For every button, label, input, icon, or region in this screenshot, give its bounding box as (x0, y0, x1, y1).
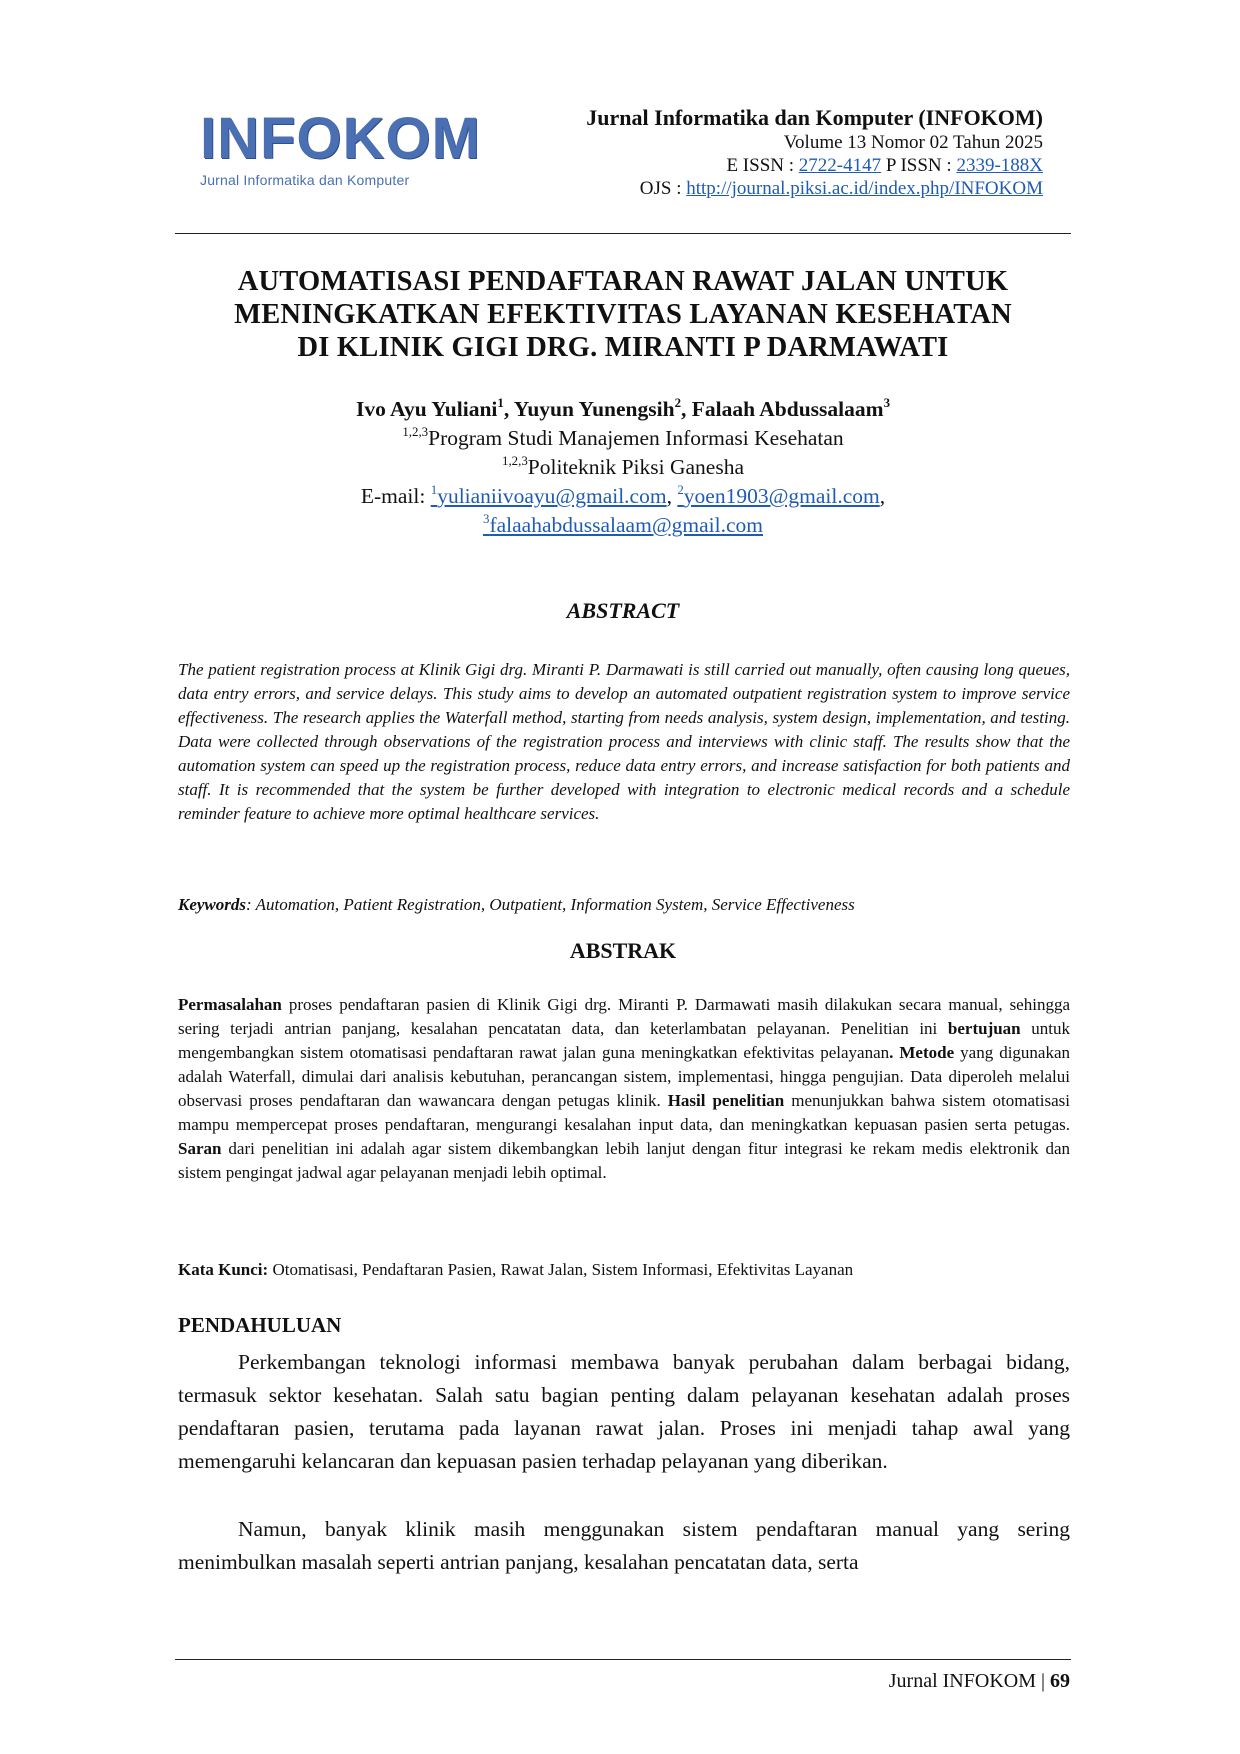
affil-text: Politeknik Piksi Ganesha (527, 455, 744, 479)
author-names (175, 395, 1071, 424)
affiliation-program (175, 424, 1071, 453)
author-sup: 2 (674, 395, 682, 410)
page-footer (889, 1670, 1070, 1693)
email-sup: 1 (430, 482, 438, 497)
email-link[interactable] (677, 484, 879, 508)
separator: , (681, 397, 692, 421)
p-issn-link[interactable]: 2339-188X (956, 155, 1043, 176)
affil-text: Program Studi Manajemen Informasi Kesehatan (428, 426, 844, 450)
p-issn-label: P ISSN : (881, 155, 957, 176)
journal-volume: Volume 13 Nomor 02 Tahun 2025 (783, 132, 1043, 153)
kata-kunci-text: Otomatisasi, Pendaftaran Pasien, Rawat Jalan, Sistem Informasi, Efektivitas Layanan (268, 1260, 854, 1279)
logo-tagline: Jurnal Informatika dan Komputer (200, 172, 410, 188)
author-name: Yuyun Yunengsih (513, 397, 675, 421)
keywords-text: : Automation, Patient Registration, Outpatient, Information System, Service Effectiveness (246, 895, 855, 914)
author-sup: 1 (497, 395, 504, 410)
footer-journal: Jurnal INFOKOM (888, 1670, 1036, 1692)
email-line (175, 482, 1071, 511)
email-sup: 2 (677, 482, 684, 497)
abstract-text: The patient registration process at Klinik Gigi drg. Miranti P. Darmawati is still carried out manually, often causing long queues, data entry errors, and service delays. This study aims to develop an automated outpatient registration system to improve service effectiveness. The research applies the Waterfall method, starting from needs analysis, system design, implementation, and testing. Data were collected through observations of the registration process and interviews with clinic staff. The results show that the automation system can speed up the registration process, reduce data entry errors, and increase satisfaction for both patients and staff. It is recommended that the system be further developed with integration to electronic medical records and a schedule reminder feature to achieve more optimal healthcare services. (178, 660, 1070, 823)
affil-sup: 1,2,3 (402, 424, 429, 439)
affil-sup: 1,2,3 (502, 453, 528, 468)
journal-title: Jurnal Informatika dan Komputer (INFOKOM) (586, 105, 1043, 130)
title-line: AUTOMATISASI PENDAFTARAN RAWAT JALAN UNTUK (237, 266, 1009, 297)
ojs-line (586, 177, 1043, 200)
abstrak-bold: Saran (178, 1139, 222, 1158)
issn-line (586, 154, 1043, 177)
abstrak-run: dari penelitian ini adalah agar sistem dikembangkan lebih lanjut dengan fitur integrasi ke rekam medis elektronik dan sistem pengingat jadwal agar pelayanan menjadi lebih optimal. (178, 1139, 1070, 1182)
abstrak-bold: . Metode (889, 1043, 955, 1062)
author-name: Ivo Ayu Yuliani (355, 397, 498, 421)
abstrak-run: proses pendaftaran pasien di Klinik Gigi drg. Miranti P. Darmawati masih dilakukan secara manual, sehingga sering terjadi antrian panjang, kesalahan pencatatan data, dan keterlambatan pelayanan. Penelitian ini (178, 995, 1070, 1038)
author-sup: 3 (883, 395, 891, 410)
email-line (175, 511, 1071, 540)
journal-logo (200, 106, 481, 202)
kata-kunci-label: Kata Kunci: (178, 1260, 269, 1279)
abstrak-bold: bertujuan (947, 1019, 1021, 1038)
abstrak-bold: Permasalahan (178, 995, 282, 1014)
email-link[interactable] (431, 484, 667, 508)
paper-title (175, 265, 1071, 364)
email-sup: 3 (483, 511, 490, 526)
section-heading: PENDAHULUAN (178, 1313, 342, 1337)
e-issn-link[interactable]: 2722-4147 (798, 155, 882, 176)
abstrak-text (178, 993, 1070, 1185)
abstract-heading: ABSTRACT (566, 598, 680, 623)
kata-kunci-line (178, 1258, 1070, 1282)
email-text: yoen1903@gmail.com (683, 484, 880, 508)
email-text: yulianiivoayu@gmail.com (437, 484, 667, 508)
logo-wordmark: INFOKOM (200, 106, 481, 171)
separator: , (503, 397, 514, 421)
email-link[interactable] (483, 513, 763, 537)
journal-info (586, 104, 1043, 200)
abstrak-run: yang digunakan adalah Waterfall, dimulai dari analisis kebutuhan, perancangan sistem, implementasi, hingga pengujian. Data diperoleh melalui observasi proses pendaftaran dan wawancara dengan petugas klinik. (178, 1043, 1071, 1110)
footer-rule (175, 1659, 1071, 1660)
page-number: 69 (1050, 1670, 1070, 1692)
ojs-link[interactable]: http://journal.piksi.ac.id/index.php/INFOKOM (686, 178, 1043, 199)
ojs-label: OJS : (639, 178, 687, 199)
title-line: MENINGKATKAN EFEKTIVITAS LAYANAN KESEHATAN (234, 299, 1012, 330)
keywords-line (178, 893, 1070, 917)
title-line: DI KLINIK GIGI DRG. MIRANTI P DARMAWATI (297, 332, 949, 363)
separator: , (666, 484, 678, 508)
footer-separator: | (1035, 1670, 1050, 1692)
header-rule (175, 233, 1071, 234)
email-label: E-mail: (360, 484, 431, 508)
e-issn-label: E ISSN : (726, 155, 799, 176)
abstrak-run: untuk mengembangkan sistem otomatisasi pendaftaran rawat jalan guna meningkatkan efektivitas pelayanan (178, 1019, 1070, 1062)
email-text: falaahabdussalaam@gmail.com (489, 513, 763, 537)
body-paragraph: Perkembangan teknologi informasi membawa banyak perubahan dalam berbagai bidang, termasuk sektor kesehatan. Salah satu bagian penting dalam pelayanan kesehatan adalah proses pendaftaran pasien, terutama pada layanan rawat jalan. Proses ini menjadi tahap awal yang memengaruhi kelancaran dan kepuasan pasien terhadap pelayanan yang diberikan. (178, 1350, 1070, 1473)
abstrak-bold: Hasil penelitian (667, 1091, 785, 1110)
separator: , (879, 484, 886, 508)
author-name: Falaah Abdussalaam (691, 397, 884, 421)
body-paragraph: Namun, banyak klinik masih menggunakan sistem pendaftaran manual yang sering menimbulkan masalah seperti antrian panjang, kesalahan pencatatan data, serta (178, 1517, 1070, 1574)
abstrak-run: menunjukkan bahwa sistem otomatisasi mampu mempercepat proses pendaftaran, mengurangi kesalahan input data, dan meningkatkan kepuasan pasien serta petugas. (178, 1091, 1070, 1134)
author-block (175, 395, 1071, 540)
abstrak-heading: ABSTRAK (569, 938, 677, 963)
affiliation-institution (175, 453, 1071, 482)
keywords-label: Keywords (178, 895, 246, 914)
